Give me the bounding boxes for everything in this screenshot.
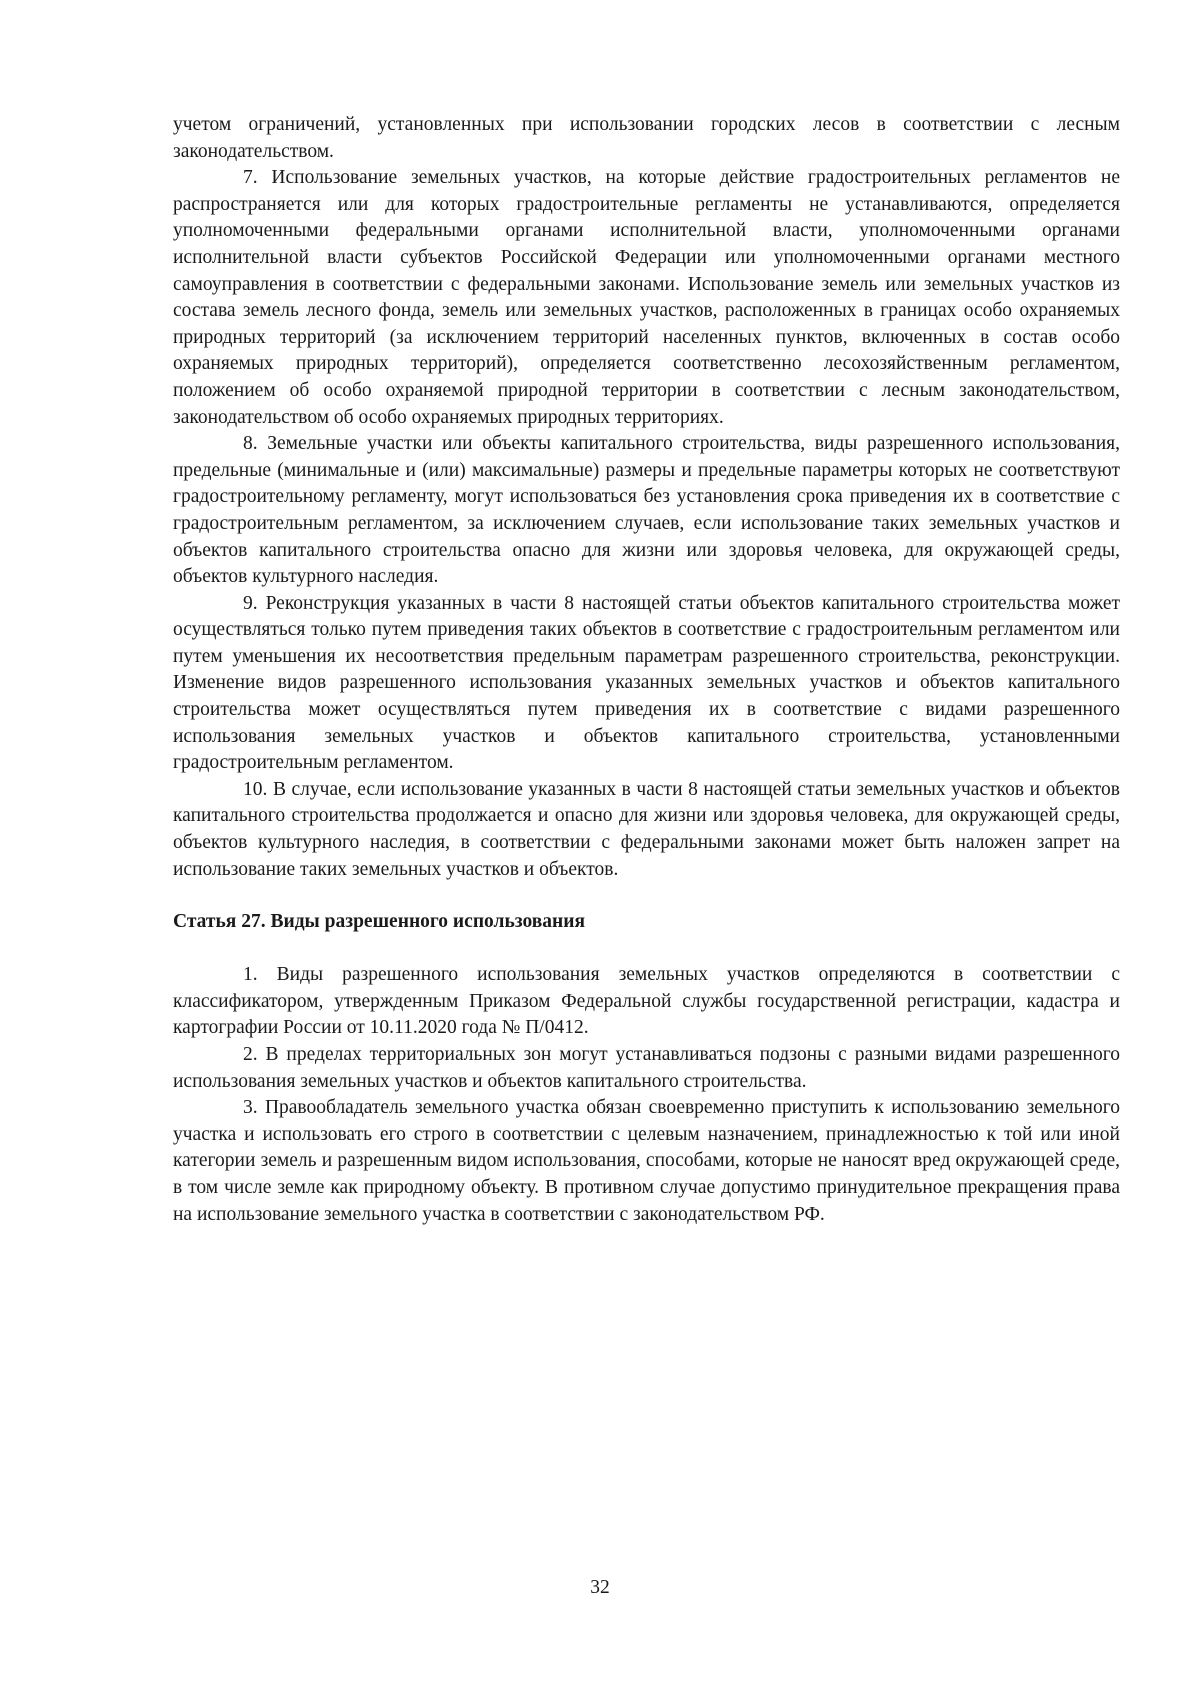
- paragraph-item-7: 7. Использование земельных участков, на которые действие градостроительных регламентов не распространяется или для которых градостроительные регламенты не устанавливаются, определяется уполномоченными федеральными органами исполнительной власти, уполномоченными органами исполнительной власти субъектов Российской Федерации или уполномоченными органами местного самоуправления в соответствии с федеральными законами. Использование земель или земельных участков из состава земель лесного фонда, земель или земельных участков, расположенных в границах особо охраняемых природных территорий (за исключением территорий населенных пунктов, включенных в состав особо охраняемых природных территорий), определяется соответственно лесохозяйственным регламентом, положением об особо охраняемой природной территории в соответствии с лесным законодательством, законодательством об особо охраняемых природных территориях.: [173, 167, 1120, 428]
- paragraph-article-item-2: 2. В пределах территориальных зон могут устанавливаться подзоны с разными видами разрешенного использования земельных участков и объектов капитального строительства.: [173, 1044, 1120, 1092]
- document-page: [173, 112, 1120, 1228]
- paragraph-item-9: 9. Реконструкция указанных в части 8 настоящей статьи объектов капитального строительства может осуществляться только путем приведения таких объектов в соответствие с градостроительным регламентом или путем уменьшения их несоответствия предельным параметрам разрешенного строительства, реконструкции. Изменение видов разрешенного использования указанных земельных участков и объектов капитального строительства может осуществляться путем приведения их в соответствие с видами разрешенного использования земельных участков и объектов капитального строительства, установленными градостроительным регламентом.: [173, 592, 1120, 774]
- paragraph-item-10: 10. В случае, если использование указанных в части 8 настоящей статьи земельных участков и объектов капитального строительства продолжается и опасно для жизни или здоровья человека, для окружающей среды, объектов культурного наследия, в соответствии с федеральными законами может быть наложен запрет на использование таких земельных участков и объектов.: [173, 778, 1120, 880]
- article-heading: Статья 27. Виды разрешенного использования: [173, 911, 586, 933]
- paragraph-item-8: 8. Земельные участки или объекты капитального строительства, виды разрешенного использования, предельные (минимальные и (или) максимальные) размеры и предельные параметры которых не соответствуют градостроительному регламенту, могут использоваться без установления срока приведения их в соответствие с градостроительным регламентом, за исключением случаев, если использование таких земельных участков и объектов капитального строительства опасно для жизни или здоровья человека, для окружающей среды, объектов культурного наследия.: [173, 433, 1120, 588]
- paragraph-article-item-1: 1. Виды разрешенного использования земельных участков определяются в соответствии с классификатором, утвержденным Приказом Федеральной службы государственной регистрации, кадастра и картографии России от 10.11.2020 года № П/0412.: [173, 964, 1120, 1039]
- page-number: 32: [590, 1577, 610, 1598]
- paragraph-continuation: учетом ограничений, установленных при использовании городских лесов в соответствии с лесным законодательством.: [173, 114, 1120, 162]
- paragraph-article-item-3: 3. Правообладатель земельного участка обязан своевременно приступить к использованию земельного участка и использовать его строго в соответствии с целевым назначением, принадлежностью к той или иной категории земель и разрешенным видом использования, способами, которые не наносят вред окружающей среде, в том числе земле как природному объекту. В противном случае допустимо принудительное прекращения права на использование земельного участка в соответствии с законодательством РФ.: [173, 1097, 1120, 1225]
